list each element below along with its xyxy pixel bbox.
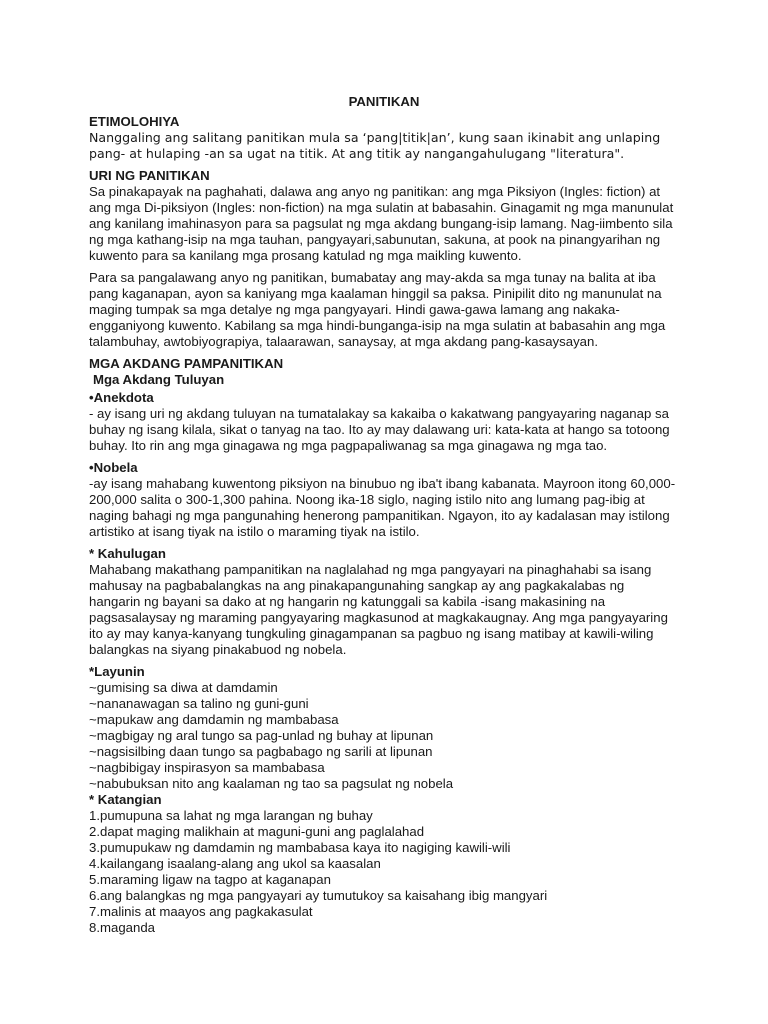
kahulugan-text: Mahabang makathang pampanitikan na naglalahad ng mga pangyayari na pinaghahabi sa isang mahusay na pagbabalangkas na ang pinakapangunahing sangkap ay ang pagkakalabas ng hangarin ng bayani sa dako at ng hangarin ng katunggali sa kabila -isang makasining na pagsasalaysay ng maraming pangyayaring magkasunod at magkakaugnay. Ang mga pangyayaring ito ay may kanya-kanyang tungkuling ginagampanan sa pagbuo ng isang matibay at kawili-wiling balangkas na siyang pinakabuod ng nobela. <box>89 562 668 657</box>
etimolohiya-text: Nanggaling ang salitang panitikan mula sa ‘pang|titik|an’, kung saan ikinabit ang unlaping pang- at hulaping -an sa ugat na titik. At ang titik ay nangangahulugang "literatura". <box>89 130 661 161</box>
document-page <box>89 94 679 936</box>
list-item: 2.dapat maging malikhain at maguni-guni ang paglalahad <box>89 824 425 839</box>
list-item: 8.maganda <box>89 920 155 935</box>
uri-paragraph-1: Sa pinakapayak na paghahati, dalawa ang anyo ng panitikan: ang mga Piksiyon (Ingles: fiction) at ang mga Di-piksiyon (Ingles: non-fiction) na mga sulatin at babasahin. Ginagamit ng mga manunulat ang kanilang imahinasyon para sa pagsulat ng mga akdang bungang-isip lamang. Nag-iimbento sila ng mga kathang-isip na mga tauhan, pangyayari,sabunutan, sakuna, at pook na pinangyarihan ng kuwento para sa kanilang mga prosang katulad ng mga maikling kuwento. <box>89 184 674 263</box>
list-item: 5.maraming ligaw na tagpo at kaganapan <box>89 872 331 887</box>
list-item: 6.ang balangkas ng mga pangyayari ay tumutukoy sa kaisahang ibig mangyari <box>89 888 548 903</box>
uri-heading: URI NG PANITIKAN <box>89 168 210 183</box>
anekdota-text: - ay isang uri ng akdang tuluyan na tumatalakay sa kakaiba o kakatwang pangyayaring naganap sa buhay ng isang kilala, sikat o tanyag na tao. Ito ay may dalawang uri: kata-kata at hango sa totoong buhay. Ito rin ang mga ginagawa ng mga pagpapaliwanag sa mga ginagawa ng mga tao. <box>89 406 670 453</box>
list-item: ~nagsisilbing daan tungo sa pagbabago ng sarili at lipunan <box>89 744 433 759</box>
list-item: ~nagbibigay inspirasyon sa mambabasa <box>89 760 325 775</box>
list-item: ~mapukaw ang damdamin ng mambabasa <box>89 712 339 727</box>
list-item: 1.pumupuna sa lahat ng mga larangan ng buhay <box>89 808 373 823</box>
akda-heading: MGA AKDANG PAMPANITIKAN <box>89 356 284 371</box>
uri-paragraph-2: Para sa pangalawang anyo ng panitikan, bumabatay ang may-akda sa mga tunay na balita at iba pang kaganapan, ayon sa kaniyang mga kaalaman hinggil sa paksa. Pinipilit dito ng manunulat na maging tumpak sa mga detalye ng mga pangyayari. Hindi gawa-gawa lamang ang nakaka-engganiyong kuwento. Kabilang sa mga hindi-bunganga-isip na mga sulatin at babasahin ang mga talambuhay, awtobiyograpiya, talaarawan, sanaysay, at mga akdang pang-kasaysayan. <box>89 270 666 349</box>
list-item: ~gumising sa diwa at damdamin <box>89 680 278 695</box>
nobela-heading: •Nobela <box>89 460 138 475</box>
kahulugan-heading: * Kahulugan <box>89 546 166 561</box>
layunin-list <box>89 680 679 792</box>
list-item: 4.kailangang isaalang-alang ang ukol sa kaasalan <box>89 856 381 871</box>
document-title: PANITIKAN <box>348 94 420 109</box>
akda-subheading: Mga Akdang Tuluyan <box>93 372 225 387</box>
layunin-heading: *Layunin <box>89 664 145 679</box>
katangian-heading: * Katangian <box>89 792 162 807</box>
nobela-text: -ay isang mahabang kuwentong piksiyon na binubuo ng iba't ibang kabanata. Mayroon itong 60,000-200,000 salita o 300-1,300 pahina. Noong ika-18 siglo, naging istilo nito ang lumang pag-ibig at naging bahagi ng mga pangunahing henerong pampanitikan. Ngayon, ito ay kadalasan may istilong artistiko at isang tiyak na istilo o maraming tiyak na istilo. <box>89 476 676 539</box>
list-item: 3.pumupukaw ng damdamin ng mambabasa kaya ito nagiging kawili-wili <box>89 840 511 855</box>
katangian-list <box>89 808 679 936</box>
list-item: ~nabubuksan nito ang kaalaman ng tao sa pagsulat ng nobela <box>89 776 454 791</box>
etimolohiya-heading: ETIMOLOHIYA <box>89 114 180 129</box>
list-item: 7.malinis at maayos ang pagkakasulat <box>89 904 313 919</box>
list-item: ~magbigay ng aral tungo sa pag-unlad ng buhay at lipunan <box>89 728 434 743</box>
anekdota-heading: •Anekdota <box>89 390 154 405</box>
list-item: ~nananawagan sa talino ng guni-guni <box>89 696 309 711</box>
